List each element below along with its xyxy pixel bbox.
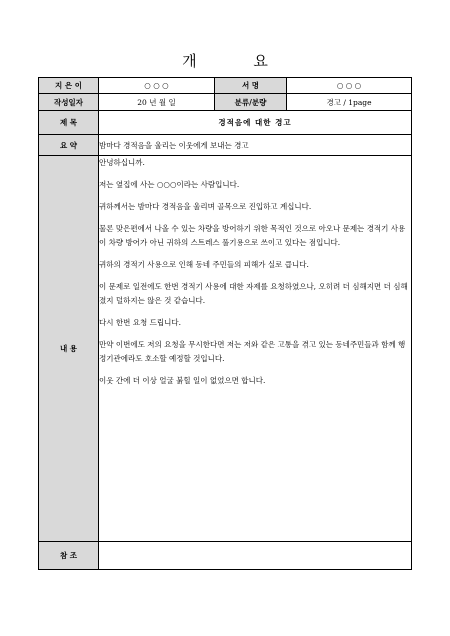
reference-label: 참 조 [39,542,99,570]
reference-value [99,542,412,570]
date-label: 작성일자 [39,94,99,111]
signature-value: ○ ○ ○ [287,78,412,94]
content-paragraph: 귀하의 경적기 사용으로 인해 동네 주민들의 피해가 실로 큽니다. [99,260,309,269]
summary-form-table [38,77,412,570]
row-date [39,94,412,111]
subject-value: 경적음에 대한 경고 [99,111,412,135]
date-value: 20 년 월 일 [99,94,215,111]
row-subject [39,111,412,135]
content-paragraph: 이 문제로 일전에도 한번 경적기 사용에 대한 자제를 요청하였으나, 오히려 더 심해지면 더 심해졌지 덜하지는 않은 것 같습니다. [99,282,408,305]
content-paragraph: 만약 이번에도 저의 요청을 무시한다면 저는 저와 같은 고통을 겪고 있는 동네주민들과 함께 행정기관에라도 호소할 예정할 것입니다. [99,340,406,363]
row-summary [39,135,412,156]
subject-label: 제 목 [39,111,99,135]
content-paragraph: 다시 한번 요청 드립니다. [99,318,181,327]
content-paragraph: 저는 옆집에 사는 ○○○이라는 사람입니다. [99,180,240,189]
content-body [99,156,412,542]
category-value: 경고 / 1page [287,94,412,111]
author-value: ○ ○ ○ [99,78,215,94]
summary-value: 밤마다 경적음을 울리는 이웃에게 보내는 경고 [99,135,412,156]
content-paragraph: 안녕하십니까. [99,158,145,167]
content-paragraph: 물론 맞은편에서 나올 수 있는 차량을 방어하기 위한 목적인 것으로 아오나 문제는 경적기 사용이 차량 방어가 아닌 귀하의 스트레스 풀기용으로 쓰이고 있다는 점입니다. [99,224,406,247]
category-label: 분류/분량 [215,94,287,111]
content-paragraph: 이웃 간에 더 이상 얼굴 붉힐 일이 없었으면 합니다. [99,376,266,385]
row-author [39,78,412,94]
document-title: 개 요 [182,52,294,70]
author-label: 지 은 이 [39,78,99,94]
signature-label: 서 명 [215,78,287,94]
row-content [39,156,412,542]
summary-label: 요 약 [39,135,99,156]
content-label: 내 용 [39,156,99,542]
row-reference [39,542,412,570]
content-paragraph: 귀하께서는 밤마다 경적음을 울리며 골목으로 진입하고 계십니다. [99,202,312,211]
